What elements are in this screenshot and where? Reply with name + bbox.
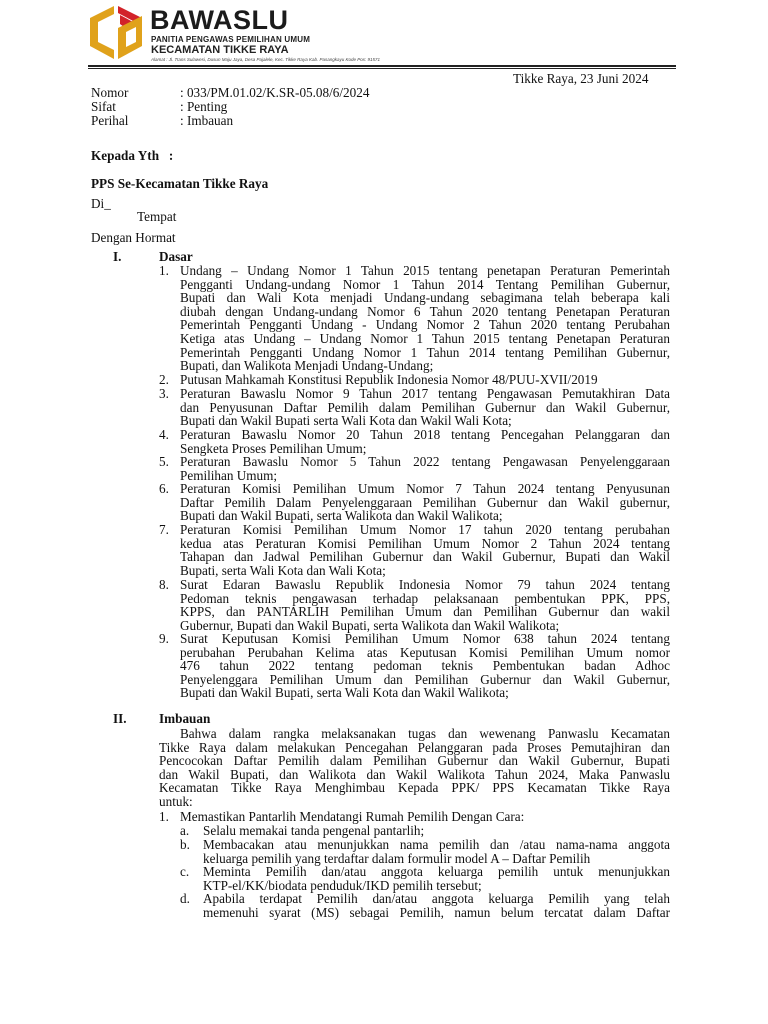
recipient-di: Di_	[91, 196, 111, 211]
sub-point-letter: b.	[180, 837, 190, 852]
list-item-line: Pemerintah Pengganti Undang Nomor 1 Tahun 2014 tentang Pemilihan Gubernur,	[180, 344, 670, 360]
place-date: Tikke Raya, 23 Juni 2024	[513, 71, 649, 86]
header-divider-thin	[88, 68, 676, 69]
list-item-line: perubahan Perubahan Kelima atas Keputusan Komisi Pemilihan Umum nomor	[180, 644, 670, 660]
section-title: Imbauan	[159, 711, 211, 726]
list-item-line: Bupati, dan Walikota Menjadi Undang-Undang;	[180, 358, 434, 374]
list-item-line: Bupati, serta Wali Kota dan Wali Kota;	[180, 562, 386, 578]
meta-label-perihal: Perihal	[91, 113, 129, 128]
list-item-number: 5.	[159, 454, 169, 469]
meta-label-sifat: Sifat	[91, 99, 116, 114]
section-numeral: II.	[113, 711, 127, 726]
sub-point-line: KTP-el/KK/biodata penduduk/IKD pemilih tersebut;	[203, 877, 482, 893]
list-item-line: Pedoman teknis pengawasan terhadap pelaksanaan pembentukan PPK, PPS,	[180, 590, 670, 606]
section-title: Dasar	[159, 249, 193, 264]
list-item-number: 6.	[159, 481, 169, 496]
greeting: Dengan Hormat	[91, 230, 176, 245]
list-item-number: 7.	[159, 522, 169, 537]
paragraph-line: Bahwa dalam rangka melaksanakan tugas dan wewenang Panwaslu Kecamatan	[180, 726, 670, 741]
list-item-line: Pemilihan Umum;	[180, 467, 278, 483]
meta-value-perihal: : Imbauan	[180, 113, 234, 128]
list-item-line: dan Penyusunan Daftar Pemilih dalam Pemilihan Gubernur dan Wakil Gubernur,	[180, 399, 670, 415]
list-item-line: Bupati dan Wali Kota menjadi Undang-undang sebagimana telah beberapa kali	[180, 290, 670, 306]
paragraph-line: dan Wakil Bupati, dan Walikota dan Wakil Walikota Tahun 2024, Maka Panwaslu	[159, 766, 670, 782]
recipient-kepada: Kepada Yth :	[91, 148, 174, 163]
letterhead	[88, 4, 468, 62]
sub-point-letter: c.	[180, 864, 190, 879]
sub-point-line: memenuhi syarat (MS) sebagai Pemilih, namun belum tercatat dalam Daftar	[203, 904, 670, 920]
bawaslu-logo-icon	[88, 4, 146, 60]
meta-label-nomor: Nomor	[91, 85, 129, 100]
recipient-name: PPS Se-Kecamatan Tikke Raya	[91, 176, 269, 191]
list-item-line: KPPS, dan PANTARLIH Pemilihan Umum dan Pemilihan Gubernur dan wakil	[180, 604, 670, 620]
header-divider	[88, 65, 676, 67]
org-subtitle: PANITIA PENGAWAS PEMILIHAN UMUM	[151, 35, 311, 44]
list-item-line: Bupati dan Wakil Bupati, serta Wali Kota dan Wakil Walikota;	[180, 685, 509, 701]
list-item-number: 1.	[159, 263, 169, 278]
section-numeral: I.	[113, 249, 122, 264]
paragraph-line: Kecamatan Tikke Raya Menghimbau Kepada PPK/ PPS Kecamatan Tikke Raya	[159, 780, 670, 796]
list-item-line: Gubernur, Bupati dan Wakil Bupati, serta Walikota dan Wakil Walikota;	[180, 617, 560, 633]
meta-value-sifat: : Penting	[180, 99, 228, 114]
list-item-number: 8.	[159, 577, 169, 592]
list-item-line: Peraturan Komisi Pemilihan Umum Nomor 7 Tahun 2024 tentang Penyusunan	[180, 481, 670, 496]
meta-value-nomor: : 033/PM.01.02/K.SR-05.08/6/2024	[180, 85, 370, 100]
paragraph-line: Pencocokan Daftar Pemilih dalam Pemilihan Gubernur dan Wakil Gubernur, Bupati	[159, 753, 670, 769]
list-item-number: 3.	[159, 386, 169, 401]
list-item-line: Pemerintah Pengganti Undang - Undang Nomor 2 Tahun 2020 tentang Perubahan	[180, 317, 670, 333]
list-item-number: 2.	[159, 372, 169, 387]
recipient-tempat: Tempat	[137, 209, 177, 224]
sub-point-letter: d.	[180, 891, 190, 906]
list-item-line: Peraturan Komisi Pemilihan Umum Nomor 17 tahun 2020 tentang perubahan	[180, 522, 670, 537]
list-item-line: Surat Keputusan Komisi Pemilihan Umum Nomor 638 tahun 2024 tentang	[180, 631, 670, 646]
list-item-line: Bupati dan Wakil Bupati serta Wali Kota dan Wakil Wali Kota;	[180, 413, 512, 429]
list-item-line: Ketiga atas Undang – Undang Nomor 1 Tahun 2015 tentang Penetapan Peraturan	[180, 331, 670, 346]
sub-point-letter: a.	[180, 823, 190, 838]
list-item-line: Sengketa Proses Pemilihan Umum;	[180, 440, 367, 456]
list-item-line: kedua atas Peraturan Komisi Pemilihan Umum Nomor 2 Tahun 2024 tentang	[180, 535, 670, 551]
paragraph-line: Tikke Raya dalam melakukan Pencegahan Pelanggaran pada Proses Pemutajhiran dan	[159, 739, 670, 755]
list-item-line: Penyelenggara Pemilihan Umum dan Pemilihan Gubernur dan Wakil Gubernur,	[180, 671, 670, 687]
list-item-line: Peraturan Bawaslu Nomor 9 Tahun 2017 tentang Pengawasan Pemutakhiran Data	[180, 386, 670, 401]
sub-point-line: Selalu memakai tanda pengenal pantarlih;	[203, 823, 425, 838]
sub-point-line: Apabila terdapat Pemilih dan/atau anggota keluarga Pemilih yang telah	[203, 891, 670, 906]
list-item-line: 476 tahun 2022 tentang pedoman teknis Pembentukan badan Adhoc	[180, 658, 670, 674]
list-item-line: Daftar Pemilih Dalam Penyelenggaraan Pemilihan Gubernur dan Wakil gubernur,	[180, 494, 670, 510]
list-item-line: Putusan Mahkamah Konstitusi Republik Indonesia Nomor 48/PUU-XVII/2019	[180, 372, 598, 387]
list-item-line: Bupati dan Wakil Bupati, serta Walikota dan Wakil Walikota;	[180, 508, 503, 524]
sub-point-line: Meminta Pemilih dan/atau anggota keluarga pemilih untuk menunjukkan	[203, 864, 670, 879]
list-item-number: 9.	[159, 631, 169, 646]
paragraph-line: untuk:	[159, 794, 193, 809]
list-item-line: Peraturan Bawaslu Nomor 5 Tahun 2022 tentang Pengawasan Penyelenggaraan	[180, 454, 670, 469]
list-item-line: Pengganti Undang-undang Nomor 1 Tahun 2014 Tentang Pemilihan Gubernur,	[180, 276, 670, 292]
sub-point-line: keluarga pemilih yang terdaftar dalam formulir model A – Daftar Pemilih	[203, 850, 591, 866]
list-item-line: diubah dengan Undang-undang Nomor 6 Tahun 2020 tentang Penetapan Peraturan	[180, 303, 670, 319]
list-item-line: Tahapan dan Jadwal Pemilihan Gubernur dan Wakil Gubernur, Bupati dan Wakil	[180, 549, 670, 565]
point-text: Memastikan Pantarlih Mendatangi Rumah Pemilih Dengan Cara:	[180, 809, 525, 824]
sub-point-line: Membacakan atau menunjukkan nama pemilih dan /atau nama-nama anggota	[203, 837, 670, 852]
list-item-line: Peraturan Bawaslu Nomor 20 Tahun 2018 tentang Pencegahan Pelanggaran dan	[180, 427, 670, 442]
org-name: BAWASLU	[150, 5, 289, 35]
org-address: Alamat : Jl. Trans Sulawesi, Dusun Maju Jaya, Desa Pajalele, Kec. Tikke Raya Kab. Pasangkayu Kode Pos: 91571	[151, 57, 380, 62]
org-district: KECAMATAN TIKKE RAYA	[151, 44, 289, 56]
list-item-line: Undang – Undang Nomor 1 Tahun 2015 tentang penetapan Peraturan Pemerintah	[180, 263, 670, 278]
list-item-number: 4.	[159, 427, 169, 442]
list-item-line: Surat Edaran Bawaslu Republik Indonesia Nomor 79 tahun 2024 tentang	[180, 577, 670, 592]
point-number: 1.	[159, 809, 169, 824]
